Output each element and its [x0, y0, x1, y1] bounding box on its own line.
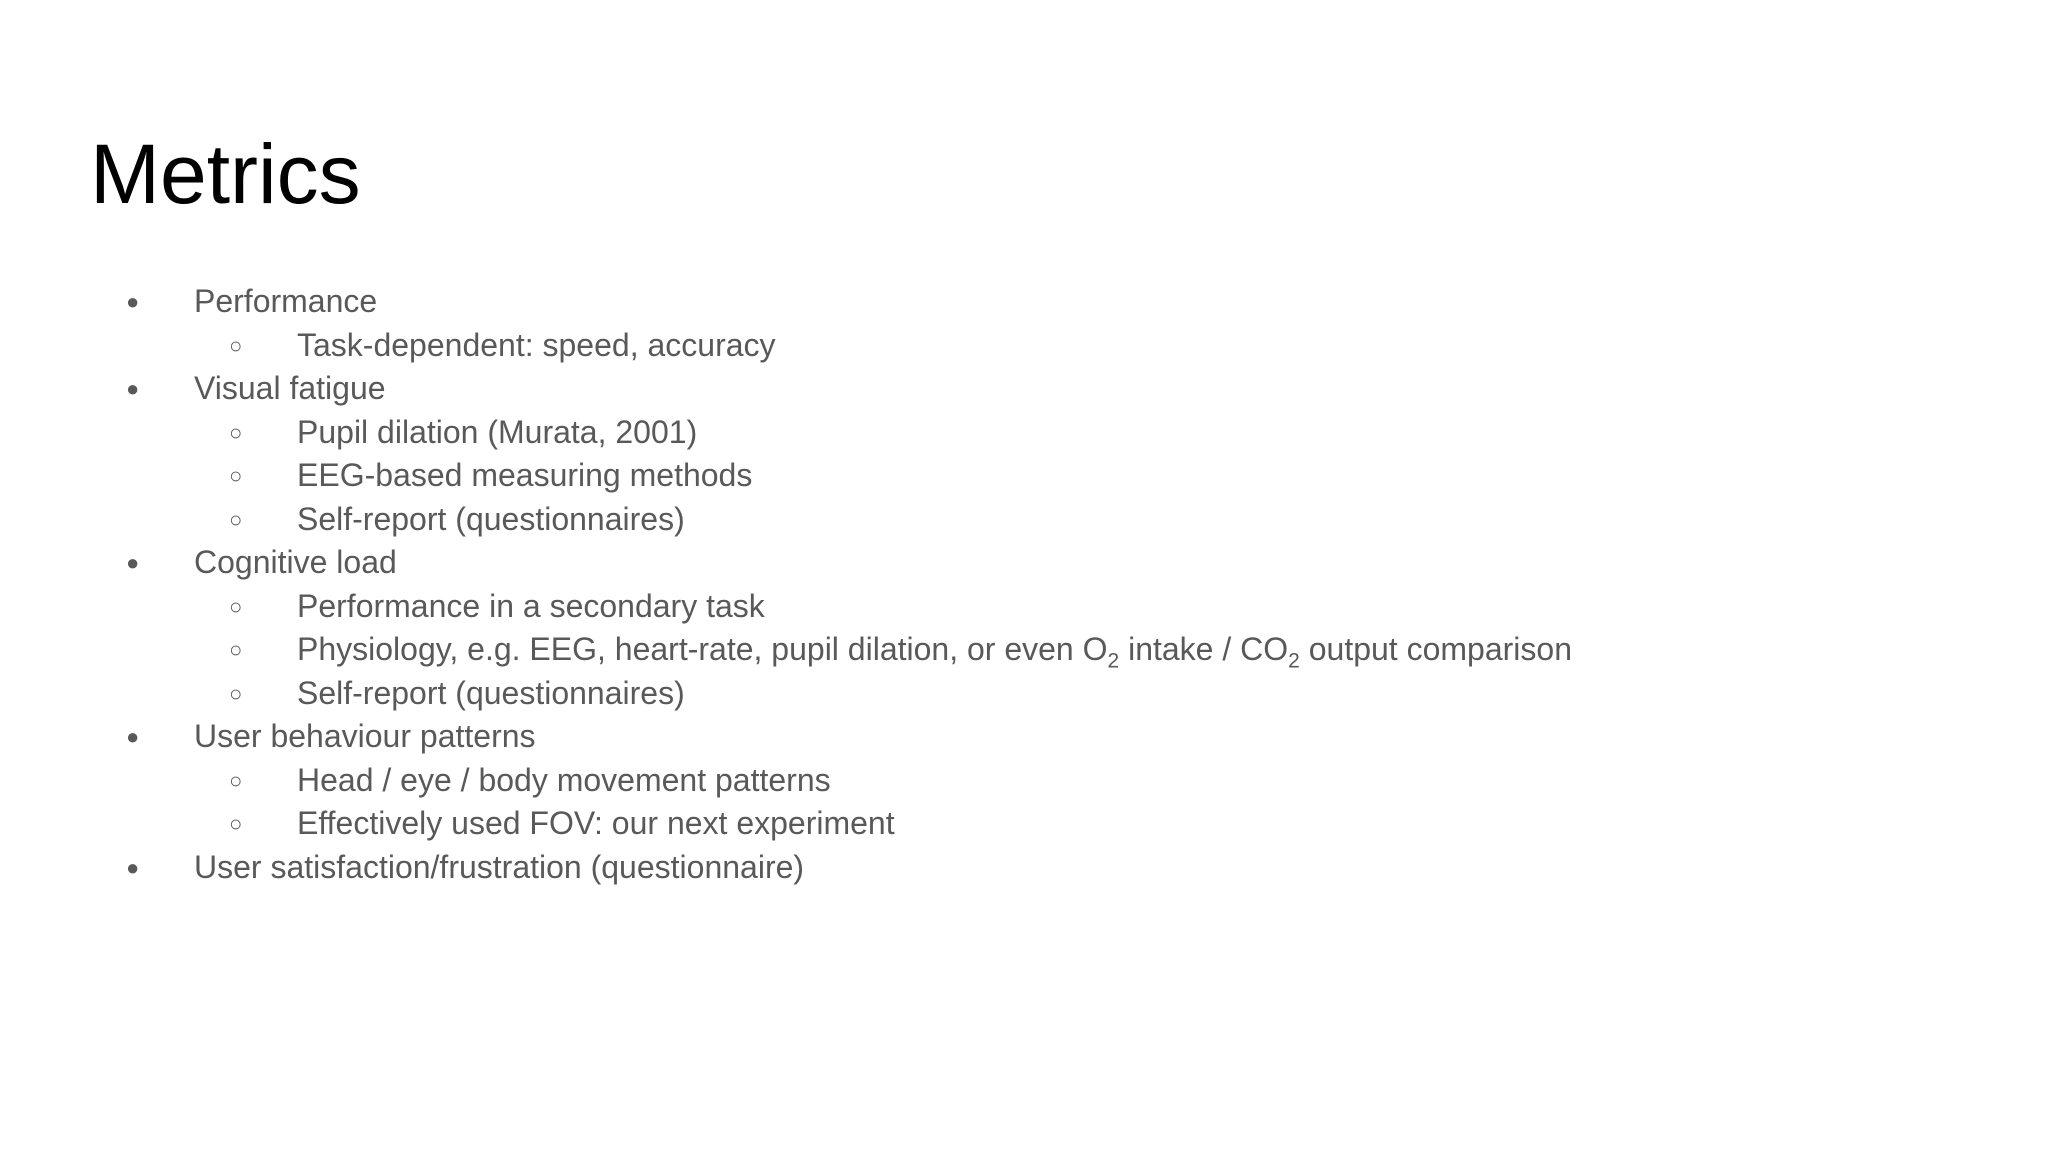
- bullet-circle-icon: ○: [229, 506, 243, 532]
- sub-bullet-text: Effectively used FOV: our next experiment: [297, 805, 895, 841]
- sub-bullet-text: Performance in a secondary task: [297, 587, 765, 624]
- sub-bullet-text: Self-report (questionnaires): [297, 674, 685, 711]
- bullet-dot-icon: ●: [126, 376, 140, 401]
- physiology-text-part3: output comparison: [1299, 631, 1572, 667]
- bullet-circle-icon: ○: [229, 463, 243, 488]
- bullet-circle-icon: ○: [229, 767, 243, 793]
- bullet-circle-icon: ○: [229, 637, 243, 662]
- physiology-text-part2: intake / CO: [1119, 631, 1289, 667]
- sub-bullet-text: EEG-based measuring methods: [297, 457, 753, 493]
- sub-bullet-text: [297, 628, 1572, 672]
- bullet-circle-icon: ○: [229, 680, 243, 706]
- bullet-circle-icon: ○: [229, 419, 243, 445]
- slide-title: Metrics: [90, 127, 361, 221]
- bullet-dot-icon: ●: [126, 724, 140, 749]
- bullet-dot-icon: ●: [126, 289, 140, 314]
- bullet-text: Cognitive load: [194, 544, 397, 580]
- co2-subscript: 2: [1288, 649, 1300, 673]
- sub-bullet-text: Pupil dilation (Murata, 2001): [297, 413, 698, 450]
- sub-bullet-text: Task-dependent: speed, accuracy: [297, 326, 776, 363]
- sub-bullet-text: Self-report (questionnaires): [297, 500, 685, 537]
- bullet-text: User satisfaction/frustration (questionnaire): [194, 848, 805, 885]
- sub-bullet-text: Head / eye / body movement patterns: [297, 761, 831, 798]
- bullet-text: User behaviour patterns: [194, 718, 536, 754]
- bullet-text: Visual fatigue: [194, 370, 386, 406]
- bullet-dot-icon: ●: [126, 550, 140, 575]
- bullet-circle-icon: ○: [229, 332, 243, 358]
- bullet-circle-icon: ○: [229, 811, 243, 836]
- bullet-dot-icon: ●: [126, 854, 140, 880]
- bullet-text: Performance: [194, 283, 378, 319]
- physiology-text-part1: Physiology, e.g. EEG, heart-rate, pupil dilation, or even O: [297, 631, 1108, 667]
- o2-subscript: 2: [1107, 649, 1120, 673]
- bullet-circle-icon: ○: [229, 593, 243, 619]
